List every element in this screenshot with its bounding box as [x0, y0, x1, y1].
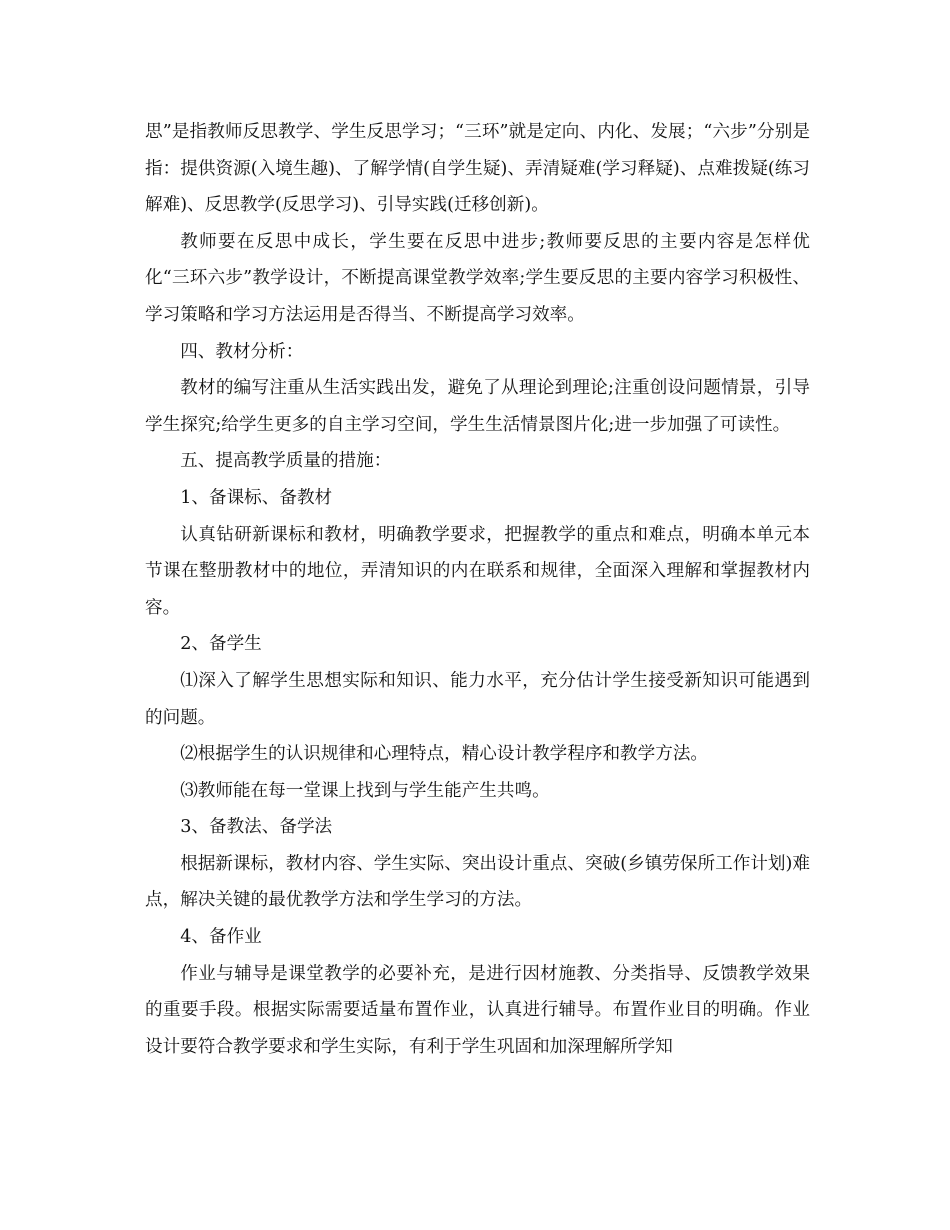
subheading-4: 4、备作业	[180, 927, 262, 948]
paragraph-2: 教师要在反思中成长，学生要在反思中进步;教师要反思的主要内容是怎样优化“三环六步”教学设计，不断提高课堂教学效率;学生要反思的主要内容学习积极性、学习策略和学习方法运用是否得当、不断提高学习效率。	[145, 231, 810, 325]
subheading-2: 2、备学生	[180, 634, 262, 655]
list-item-1: ⑴深入了解学生思想实际和知识、能力水平，充分估计学生接受新知识可能遇到的问题。	[145, 670, 810, 728]
document-page	[145, 114, 810, 1065]
paragraph-6: 作业与辅导是课堂教学的必要补充，是进行因材施教、分类指导、反馈教学效果的重要手段。根据实际需要适量布置作业，认真进行辅导。布置作业目的明确。作业设计要符合教学要求和学生实际，有利于学生巩固和加深理解所学知	[145, 963, 810, 1057]
list-item-2: ⑵根据学生的认识规律和心理特点，精心设计教学程序和教学方法。	[180, 744, 709, 765]
list-item-3: ⑶教师能在每一堂课上找到与学生能产生共鸣。	[180, 780, 550, 801]
subheading-1: 1、备课标、备教材	[180, 487, 333, 508]
paragraph-3: 教材的编写注重从生活实践出发，避免了从理论到理论;注重创设问题情景，引导学生探究;给学生更多的自主学习空间，学生生活情景图片化;进一步加强了可读性。	[145, 378, 810, 435]
paragraph-1: 思”是指教师反思教学、学生反思学习；“三环”就是定向、内化、发展；“六步”分别是指：提供资源(入境生趣)、了解学情(自学生疑)、弄清疑难(学习释疑)、点难拨疑(练习解难)、反思教学(反思学习)、引导实践(迁移创新)。	[145, 122, 810, 216]
paragraph-4: 认真钻研新课标和教材，明确教学要求，把握教学的重点和难点，明确本单元本节课在整册教材中的地位，弄清知识的内在联系和规律，全面深入理解和掌握教材内容。	[145, 524, 810, 618]
subheading-3: 3、备教法、备学法	[180, 817, 333, 838]
paragraph-5: 根据新课标，教材内容、学生实际、突出设计重点、突破(乡镇劳保所工作计划)难点，解决关键的最优教学方法和学生学习的方法。	[145, 853, 810, 911]
section-heading-4: 四、教材分析：	[180, 341, 304, 362]
section-heading-5: 五、提高教学质量的措施：	[180, 451, 392, 472]
